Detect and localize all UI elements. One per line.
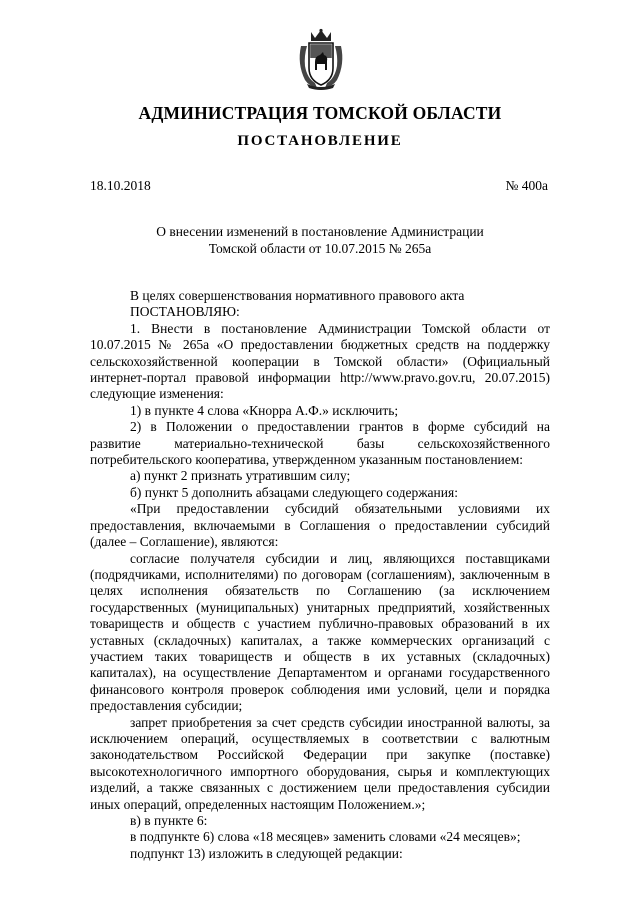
body-paragraph: запрет приобретения за счет средств субсидии иностранной валюты, за исключением операций, осуществляемых в соответствии с валютным законодательством Российской Федерации при закупке (поставке) высокотехнологичного импортного оборудования, сырья и комплектующих изделий, а также связанных с достижением цели предоставления субсидии иных операций, определенных настоящим Положением.»; bbox=[90, 714, 550, 812]
organization-title: АДМИНИСТРАЦИЯ ТОМСКОЙ ОБЛАСТИ bbox=[138, 103, 502, 123]
body-paragraph: а) пункт 2 признать утратившим силу; bbox=[130, 468, 351, 484]
document-date: 18.10.2018 bbox=[90, 178, 151, 193]
document-type-title: ПОСТАНОВЛЕНИЕ bbox=[237, 133, 403, 149]
decree-word: ПОСТАНОВЛЯЮ: bbox=[130, 304, 240, 320]
document-body bbox=[90, 288, 550, 862]
body-paragraph: 2) в Положении о предоставлении грантов в форме субсидий на развитие материально-технической базы сельскохозяйственного потребительского кооператива, утвержденном указанным постановлением: bbox=[90, 419, 550, 468]
subject-line: О внесении изменений в постановление Администрации bbox=[156, 224, 484, 239]
subject-line: Томской области от 10.07.2015 № 265а bbox=[208, 241, 432, 256]
document-subject bbox=[0, 223, 640, 257]
body-paragraph: согласие получателя субсидии и лиц, являющихся поставщиками (подрядчиками, исполнителями) по договорам (соглашениям), заключенным в целях исполнения обязательств по Соглашению (за исключением государственных (муниципальных) унитарных предприятий, хозяйственных товариществ и обществ с участием публично-правовых образований в их уставных (складочных) капиталах, а также коммерческих организаций с участием таких товариществ и обществ в их уставных (складочных) капиталах), на осуществление Департаментом и органами государственного финансового контроля проверок соблюдения ими условий, цели и порядка предоставления субсидии; bbox=[90, 550, 550, 714]
body-paragraph: 1) в пункте 4 слова «Кнорра А.Ф.» исключить; bbox=[130, 402, 399, 418]
body-paragraph: б) пункт 5 дополнить абзацами следующего содержания: bbox=[130, 484, 458, 500]
body-paragraph: «При предоставлении субсидий обязательными условиями их предоставления, включаемыми в Соглашения о предоставлении субсидий (далее – Соглашение), являются: bbox=[90, 501, 550, 550]
body-paragraph: 1. Внести в постановление Администрации Томской области от 10.07.2015 № 265а «О предоставлении бюджетных средств на поддержку сельскохозяйственной кооперации в Томской области» (Официальный интернет-портал правовой информации http://www.pravo.gov.ru, 20.07.2015) следующие изменения: bbox=[90, 320, 550, 402]
body-paragraph: в) в пункте 6: bbox=[130, 813, 208, 828]
body-paragraph: в подпункте 6) слова «18 месяцев» заменить словами «24 месяцев»; bbox=[130, 829, 521, 845]
body-paragraph: В целях совершенствования нормативного правового акта bbox=[130, 288, 465, 303]
document-number: № 400а bbox=[505, 178, 548, 193]
body-paragraph: подпункт 13) изложить в следующей редакции: bbox=[130, 845, 403, 861]
coat-of-arms-icon bbox=[295, 28, 347, 90]
